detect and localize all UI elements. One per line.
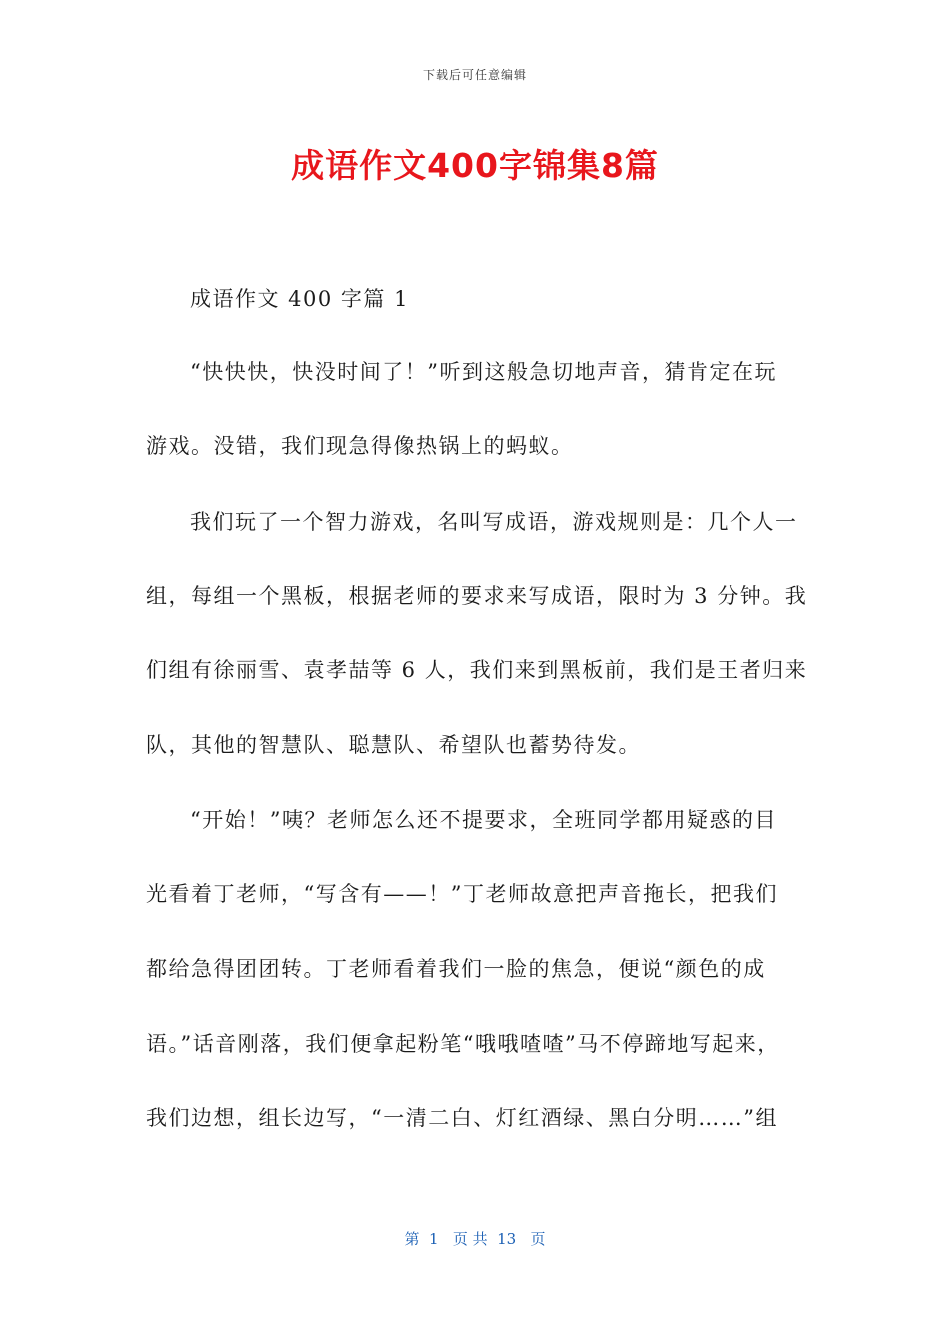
body-line: 组，每组一个黑板，根据老师的要求来写成语，限时为 3 分钟。我 (146, 584, 808, 608)
body-line: 语。”话音刚落，我们便拿起粉笔“哦哦喳喳”马不停蹄地写起来， (146, 1032, 780, 1056)
section-heading: 成语作文 400 字篇 1 (190, 287, 409, 311)
body-line: 我们边想，组长边写，“一清二白、灯红酒绿、黑白分明……”组 (146, 1106, 778, 1130)
header-note: 下载后可任意编辑 (422, 68, 527, 82)
body-line: 队，其他的智慧队、聪慧队、希望队也蓄势待发。 (146, 733, 641, 757)
body-line: 们组有徐丽雪、袁孝喆等 6 人，我们来到黑板前，我们是王者归来 (146, 658, 808, 682)
body-line: 游戏。没错，我们现急得像热锅上的蚂蚁。 (146, 434, 574, 458)
body-line: 都给急得团团转。丁老师看着我们一脸的焦急，便说“颜色的成 (146, 957, 766, 981)
body-line: “快快快，快没时间了！”听到这般急切地声音，猜肯定在玩 (190, 360, 777, 384)
body-line: 光看着丁老师，“写含有——！”丁老师故意把声音拖长，把我们 (146, 882, 778, 906)
body-line: 我们玩了一个智力游戏，名叫写成语，游戏规则是：几个人一 (190, 510, 798, 534)
document-title: 成语作文400字锦集8篇 (291, 146, 659, 185)
page-footer: 第 1 页 共 13 页 (404, 1230, 546, 1248)
body-line: “开始！”咦？老师怎么还不提要求，全班同学都用疑惑的目 (190, 808, 777, 832)
